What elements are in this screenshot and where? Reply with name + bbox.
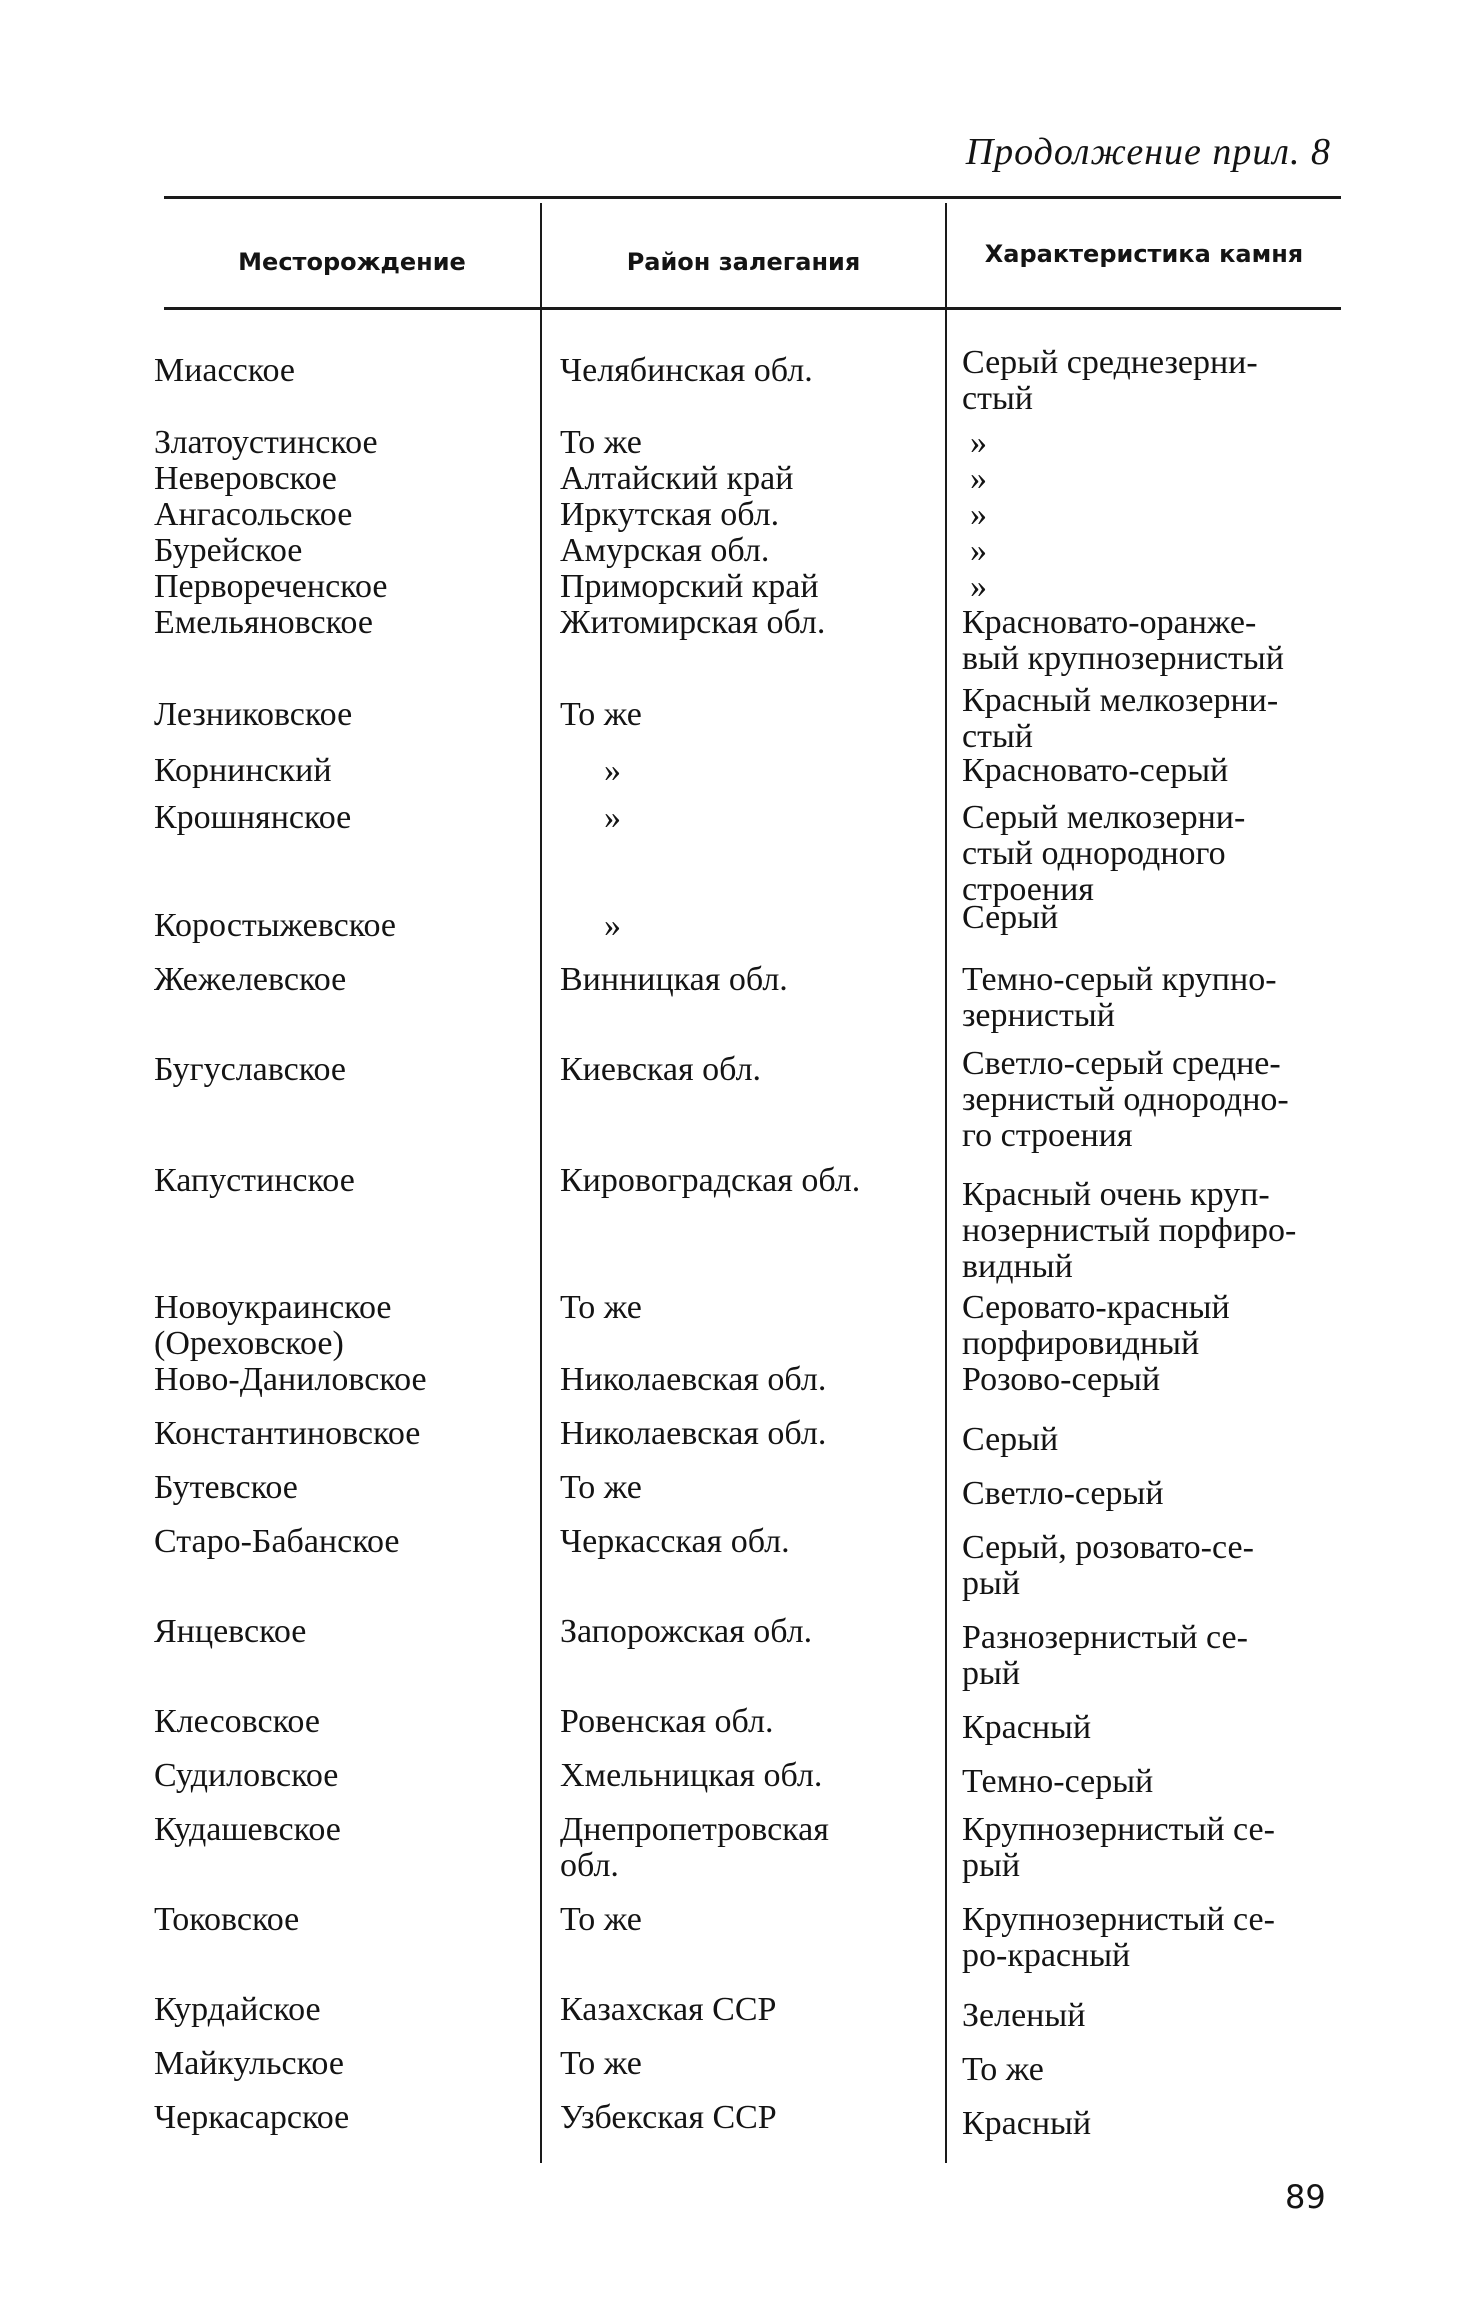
region-cell: »: [604, 799, 621, 836]
deposit-name-cell: Емельяновское: [154, 604, 373, 641]
stone-description-cell: Розово-серый: [962, 1361, 1161, 1398]
stone-description-cell: Красновато-оранже- вый крупнозернистый: [962, 604, 1284, 677]
deposit-name-cell: Жежелевское: [154, 961, 347, 998]
deposit-name-cell: Крошнянское: [154, 799, 352, 836]
deposit-name-cell: Майкульское: [154, 2045, 344, 2082]
deposit-name-cell: Миасское: [154, 352, 295, 389]
deposit-name-cell: Златоустинское: [154, 424, 378, 461]
stone-description-cell: Разнозернистый се- рый: [962, 1619, 1248, 1692]
deposit-name-cell: Лезниковское: [154, 696, 353, 733]
stone-description-cell: То же: [962, 2051, 1044, 2088]
region-cell: То же: [560, 2045, 642, 2082]
stone-description-cell: Серый мелкозерни- стый однородного строения: [962, 799, 1246, 908]
region-cell: Запорожская обл.: [560, 1613, 813, 1650]
region-cell: Хмельницкая обл.: [560, 1757, 823, 1794]
stone-description-cell: »: [970, 424, 987, 461]
deposit-name-cell: Токовское: [154, 1901, 300, 1938]
stone-description-cell: Светло-серый: [962, 1475, 1164, 1512]
stone-description-cell: Крупнозернистый се- рый: [962, 1811, 1275, 1884]
deposit-name-cell: Судиловское: [154, 1757, 339, 1794]
region-cell: Казахская ССР: [560, 1991, 777, 2028]
region-cell: »: [604, 907, 621, 944]
deposit-name-cell: Капустинское: [154, 1162, 355, 1199]
region-cell: Днепропетровская обл.: [560, 1811, 829, 1884]
stone-description-cell: Красный мелкозерни- стый: [962, 682, 1279, 755]
stone-description-cell: Красный: [962, 2105, 1092, 2142]
region-cell: Николаевская обл.: [560, 1415, 827, 1452]
region-cell: Черкасская обл.: [560, 1523, 790, 1560]
region-cell: Винницкая обл.: [560, 961, 788, 998]
stone-description-cell: Серый среднезерни- стый: [962, 344, 1258, 417]
stone-description-cell: Темно-серый крупно- зернистый: [962, 961, 1277, 1034]
stone-description-cell: Красновато-серый: [962, 752, 1229, 789]
stone-description-cell: Темно-серый: [962, 1763, 1154, 1800]
stone-description-cell: Красный: [962, 1709, 1092, 1746]
stone-description-cell: »: [970, 496, 987, 533]
deposit-name-cell: Янцевское: [154, 1613, 307, 1650]
region-cell: Узбекская ССР: [560, 2099, 777, 2136]
stone-description-cell: Серый: [962, 1421, 1059, 1458]
region-cell: То же: [560, 1289, 642, 1326]
deposit-name-cell: Клесовское: [154, 1703, 320, 1740]
region-cell: То же: [560, 1901, 642, 1938]
deposit-name-cell: Новоукраинское (Ореховское): [154, 1289, 392, 1362]
region-cell: Николаевская обл.: [560, 1361, 827, 1398]
deposit-name-cell: Коростыжевское: [154, 907, 397, 944]
column-header-region: Район залегания: [626, 248, 861, 276]
stone-description-cell: Светло-серый средне- зернистый однородно- го строения: [962, 1045, 1289, 1154]
deposit-name-cell: Первореченское: [154, 568, 388, 605]
deposit-name-cell: Неверовское: [154, 460, 337, 497]
deposit-name-cell: Константиновское: [154, 1415, 421, 1452]
table-header-rule: [164, 307, 1341, 310]
region-cell: Амурская обл.: [560, 532, 770, 569]
stone-description-cell: »: [970, 568, 987, 605]
stone-description-cell: Серовато-красный порфировидный: [962, 1289, 1230, 1362]
deposit-name-cell: Ново-Даниловское: [154, 1361, 427, 1398]
stone-description-cell: »: [970, 532, 987, 569]
stone-description-cell: »: [970, 460, 987, 497]
stone-description-cell: Зеленый: [962, 1997, 1086, 2034]
region-cell: То же: [560, 696, 642, 733]
deposit-name-cell: Ангасольское: [154, 496, 353, 533]
region-cell: Житомирская обл.: [560, 604, 826, 641]
deposit-name-cell: Бугуславское: [154, 1051, 347, 1088]
region-cell: Кировоградская обл.: [560, 1162, 861, 1199]
column-divider-1: [540, 203, 542, 2163]
region-cell: Приморский край: [560, 568, 819, 605]
region-cell: Иркутская обл.: [560, 496, 780, 533]
column-divider-2: [945, 203, 947, 2163]
region-cell: Киевская обл.: [560, 1051, 762, 1088]
stone-description-cell: Серый, розовато-се- рый: [962, 1529, 1254, 1602]
deposit-name-cell: Черкасарское: [154, 2099, 350, 2136]
region-cell: Алтайский край: [560, 460, 794, 497]
region-cell: То же: [560, 1469, 642, 1506]
table-top-rule: [164, 196, 1341, 199]
region-cell: То же: [560, 424, 642, 461]
deposit-name-cell: Курдайское: [154, 1991, 321, 2028]
region-cell: Ровенская обл.: [560, 1703, 774, 1740]
column-header-deposit: Месторождение: [238, 248, 466, 276]
deposit-name-cell: Кудашевское: [154, 1811, 341, 1848]
deposit-name-cell: Бурейское: [154, 532, 303, 569]
region-cell: Челябинская обл.: [560, 352, 813, 389]
deposit-name-cell: Бутевское: [154, 1469, 298, 1506]
deposit-name-cell: Старо-Бабанское: [154, 1523, 400, 1560]
stone-description-cell: Крупнозернистый се- ро-красный: [962, 1901, 1275, 1974]
region-cell: »: [604, 752, 621, 789]
stone-description-cell: Красный очень круп- нозернистый порфиро- видный: [962, 1176, 1297, 1285]
continuation-header: Продолжение прил. 8: [965, 131, 1331, 173]
page-number: 89: [1285, 2178, 1326, 2216]
deposit-name-cell: Корнинский: [154, 752, 332, 789]
stone-description-cell: Серый: [962, 899, 1059, 936]
column-header-stone-characteristics: Характеристика камня: [984, 240, 1304, 268]
